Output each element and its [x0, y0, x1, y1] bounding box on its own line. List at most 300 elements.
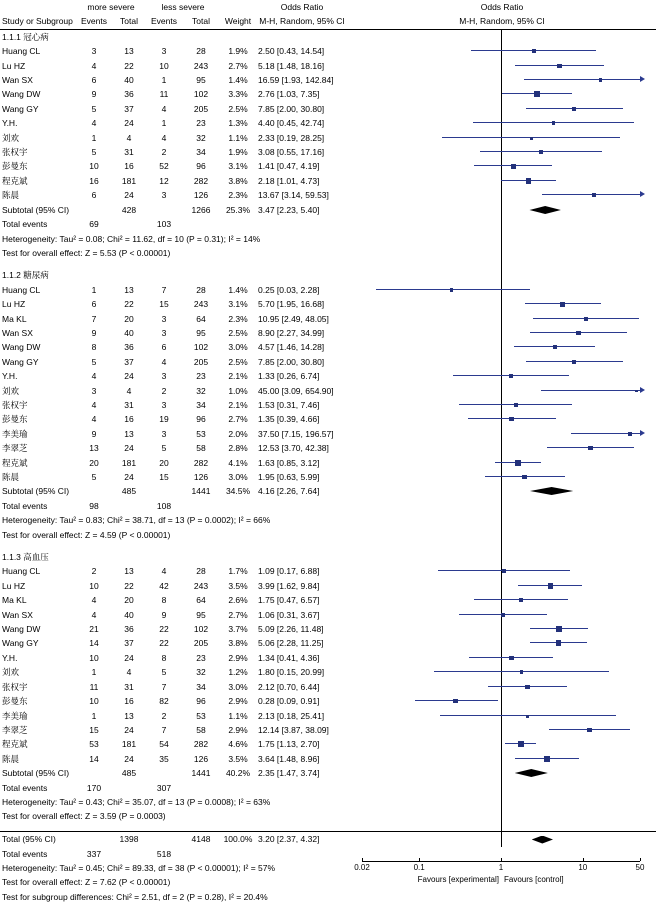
- events-less-severe: 5: [161, 667, 167, 678]
- odds-ratio-value: 1.63 [0.85, 3.12]: [258, 457, 320, 468]
- total-less-severe: 205: [193, 103, 209, 114]
- blank: [220, 847, 256, 861]
- odds-ratio-value: 5.06 [2.28, 11.25]: [258, 638, 324, 649]
- study-label: 彭曼东: [2, 696, 28, 707]
- plot-cell: [348, 398, 656, 412]
- table-row: [0, 752, 656, 766]
- total-more-severe: 16: [124, 161, 134, 172]
- study-label: Wang GY: [2, 356, 39, 367]
- table-row: [0, 456, 656, 470]
- weight-value: 3.3%: [228, 89, 248, 100]
- subgroup-heading: [0, 268, 656, 282]
- plot-cell: [348, 861, 656, 875]
- plot-cell: [348, 694, 656, 708]
- events-more-severe: 5: [91, 472, 97, 482]
- total-less-severe: 34: [196, 681, 206, 692]
- subtotal-label: Subtotal (95% CI): [2, 204, 70, 215]
- table-row: [0, 636, 656, 650]
- weight-value: 3.7%: [228, 624, 248, 635]
- total-more-severe: 181: [121, 175, 137, 186]
- overall-effect-row: [0, 809, 656, 823]
- heterogeneity-row-text: Heterogeneity: Tau² = 0.08; Chi² = 11.62, df = 10 (P = 0.31); I² = 14%: [2, 233, 261, 244]
- blank: [256, 499, 348, 513]
- study-label: 程克斌: [2, 739, 28, 750]
- total-more-severe: 13: [124, 46, 134, 57]
- events-more-severe: 6: [91, 75, 97, 86]
- table-row: [0, 44, 656, 58]
- weight-value: 4.1%: [228, 457, 248, 468]
- total-less-severe: 126: [193, 190, 209, 201]
- plot-cell: [348, 246, 656, 260]
- events-more-severe: 2: [91, 566, 97, 577]
- events-more-severe: 9: [91, 428, 97, 439]
- plot-cell: [348, 159, 656, 173]
- study-label: 李翠芝: [2, 724, 28, 735]
- study-label: Wan SX: [2, 327, 33, 338]
- study-label: 李美瑜: [2, 428, 28, 439]
- overall-effect-row-text: Test for overall effect: Z = 4.59 (P < 0.00001): [2, 529, 171, 540]
- weight-value: 2.3%: [228, 190, 248, 201]
- overall-effect-row-text: Test for overall effect: Z = 5.53 (P < 0.00001): [2, 247, 171, 258]
- events-less-severe: 3: [161, 313, 167, 324]
- weight-value: 3.0%: [228, 472, 248, 482]
- odds-ratio-value: 3.08 [0.55, 17.16]: [258, 147, 325, 158]
- heterogeneity-row-text: Heterogeneity: Tau² = 0.45; Chi² = 89.33, df = 38 (P < 0.00001); I² = 57%: [2, 863, 276, 874]
- total-less-severe: 64: [196, 313, 206, 324]
- events-less-severe: 2: [161, 710, 167, 721]
- plot-cell: [348, 752, 656, 766]
- total-less-severe: 282: [193, 739, 209, 750]
- total-events-less-severe: 103: [156, 219, 172, 230]
- plot-cell: [348, 87, 656, 101]
- plot-cell: [348, 890, 656, 904]
- total-more-severe: 31: [124, 399, 134, 410]
- odds-ratio-value: 1.06 [0.31, 3.67]: [258, 609, 320, 620]
- study-label: Ma KL: [2, 313, 27, 324]
- table-row: [0, 470, 656, 484]
- blank: [256, 217, 348, 231]
- study-label: 陈晨: [2, 753, 20, 764]
- events-less-severe: 12: [159, 175, 169, 186]
- events-less-severe: 9: [161, 609, 167, 620]
- total-more-severe: 20: [124, 313, 134, 324]
- plot-cell: [348, 832, 656, 847]
- subtotal-label: Subtotal (95% CI): [2, 486, 70, 497]
- total-events-row: [0, 217, 656, 231]
- odds-ratio-value: 1.95 [0.63, 5.99]: [258, 472, 320, 482]
- weight-value: 4.6%: [228, 739, 248, 750]
- events-less-severe: 4: [161, 566, 167, 577]
- weight-value: 1.4%: [228, 284, 248, 295]
- plot-cell: [348, 737, 656, 751]
- table-row: [0, 283, 656, 297]
- plot-cell: [348, 312, 656, 326]
- events-less-severe: 2: [161, 147, 167, 158]
- events-more-severe: 3: [91, 46, 97, 57]
- table-row: [0, 579, 656, 593]
- total-events-row: [0, 781, 656, 795]
- blank: [112, 847, 146, 861]
- total-less-severe: 95: [196, 75, 206, 86]
- plot-cell: [348, 217, 656, 231]
- weight-value: 2.7%: [228, 60, 248, 71]
- total-less-severe: 205: [193, 638, 209, 649]
- events-more-severe: 15: [89, 724, 99, 735]
- plot-cell: [348, 550, 656, 564]
- events-less-severe: 5: [161, 443, 167, 454]
- weight-value: 2.8%: [228, 443, 248, 454]
- subgroup-label: 1.1.1 冠心病: [2, 31, 49, 42]
- events-more-severe: 8: [91, 342, 97, 353]
- odds-ratio-value: 2.12 [0.70, 6.44]: [258, 681, 320, 692]
- subtotal-row: [0, 484, 656, 498]
- weight-value: 2.5%: [228, 356, 248, 367]
- study-label: Lu HZ: [2, 580, 26, 591]
- plot-cell: [348, 809, 656, 823]
- heterogeneity-row: [0, 861, 656, 875]
- study-label: Wang DW: [2, 89, 41, 100]
- odds-ratio-value: 2.18 [1.01, 4.73]: [258, 175, 320, 186]
- events-more-severe: 10: [89, 161, 99, 172]
- heterogeneity-row-text: Heterogeneity: Tau² = 0.43; Chi² = 35.07, df = 13 (P = 0.0008); I² = 63%: [2, 796, 271, 807]
- plot-cell: [348, 651, 656, 665]
- events-more-severe: 1: [91, 132, 97, 143]
- total-less-severe: 243: [193, 580, 209, 591]
- events-less-severe: 52: [159, 161, 169, 172]
- table-row: [0, 326, 656, 340]
- events-more-severe: 16: [89, 175, 99, 186]
- events-more-severe: 6: [91, 299, 97, 310]
- odds-ratio-value: 2.50 [0.43, 14.54]: [258, 46, 325, 57]
- overall-effect-row: [0, 246, 656, 260]
- study-label: 程克斌: [2, 175, 28, 186]
- odds-ratio-value: 12.14 [3.87, 38.09]: [258, 724, 329, 735]
- table-row: [0, 412, 656, 426]
- total-less-severe: 53: [196, 710, 206, 721]
- total-events-row: [0, 847, 656, 861]
- weight-value: 2.5%: [228, 327, 248, 338]
- total-more-severe: 37: [124, 103, 134, 114]
- weight-value: 1.1%: [228, 132, 248, 143]
- subgroup-differences-row: [0, 890, 656, 904]
- total-odds-ratio: 3.20 [2.37, 4.32]: [256, 832, 348, 847]
- weight-value: 3.8%: [228, 175, 248, 186]
- events-more-severe: 4: [91, 595, 97, 606]
- total-more-severe: 24: [124, 753, 134, 764]
- table-row: [0, 441, 656, 455]
- subtotal-events-blank-2: [146, 203, 182, 217]
- plot-cell: [348, 665, 656, 679]
- study-label: Wang DW: [2, 624, 41, 635]
- study-label: Huang CL: [2, 46, 41, 57]
- x-axis-tick-label: 10: [578, 863, 588, 872]
- study-label: 张权宇: [2, 147, 28, 158]
- table-row: [0, 398, 656, 412]
- events-less-severe: 35: [159, 753, 169, 764]
- total-events-label: Total events: [2, 500, 48, 511]
- plot-cell: [348, 232, 656, 246]
- total-more-severe: 4: [126, 385, 132, 396]
- odds-ratio-value: 45.00 [3.09, 654.90]: [258, 385, 334, 396]
- table-row: [0, 737, 656, 751]
- weight-value: 2.6%: [228, 595, 248, 606]
- x-axis-tick-label: 1: [498, 863, 504, 872]
- total-more-severe: 22: [124, 299, 134, 310]
- plot-cell: [348, 102, 656, 116]
- total-less-severe: 102: [193, 342, 209, 353]
- total-events-more-severe: 98: [89, 500, 99, 511]
- study-label: Wang GY: [2, 638, 39, 649]
- table-row: [0, 188, 656, 202]
- events-more-severe: 21: [89, 624, 99, 635]
- events-more-severe: 4: [91, 609, 97, 620]
- odds-ratio-value: 5.09 [2.26, 11.48]: [258, 624, 324, 635]
- plot-cell: [348, 116, 656, 130]
- plot-cell: [348, 174, 656, 188]
- header-total-1: Total: [112, 14, 146, 29]
- study-label: Wan SX: [2, 75, 33, 86]
- header-group-less-severe: less severe: [161, 2, 205, 12]
- events-more-severe: 11: [89, 681, 99, 692]
- odds-ratio-value: 1.33 [0.26, 6.74]: [258, 371, 320, 382]
- total-less-severe: 23: [196, 118, 206, 129]
- events-less-severe: 1: [161, 75, 167, 86]
- total-less-severe: 58: [196, 724, 206, 735]
- total-more-severe: 24: [124, 371, 134, 382]
- plot-cell: [348, 470, 656, 484]
- total-less-severe: 28: [196, 284, 206, 295]
- subgroup-heading: [0, 29, 656, 44]
- plot-cell: [348, 73, 656, 87]
- weight-value: 3.0%: [228, 681, 248, 692]
- subtotal-odds-ratio: 4.16 [2.26, 7.64]: [258, 486, 320, 497]
- blank: [256, 847, 348, 861]
- heterogeneity-row: [0, 795, 656, 809]
- weight-value: 1.3%: [228, 118, 248, 129]
- plot-cell: [348, 326, 656, 340]
- events-less-severe: 54: [159, 739, 169, 750]
- events-less-severe: 10: [159, 60, 169, 71]
- plot-cell: [348, 131, 656, 145]
- subtotal-events-blank-1: [76, 484, 112, 498]
- total-less-severe: 205: [193, 356, 209, 367]
- total-more-severe: 22: [124, 60, 134, 71]
- total-events-label: Total events: [2, 848, 48, 859]
- weight-value: 2.9%: [228, 724, 248, 735]
- events-more-severe: 4: [91, 399, 97, 410]
- events-more-severe: 1: [91, 667, 97, 678]
- total-less-severe: 96: [196, 161, 206, 172]
- subtotal-events-blank-1: [76, 766, 112, 780]
- x-axis-tick-label: 50: [635, 863, 645, 872]
- blank: [146, 832, 182, 847]
- total-more-severe: 24: [124, 652, 134, 663]
- header-total-2: Total: [182, 14, 220, 29]
- weight-value: 3.1%: [228, 161, 248, 172]
- weight-value: 3.8%: [228, 638, 248, 649]
- study-label: Wang DW: [2, 342, 41, 353]
- table-row: [0, 174, 656, 188]
- table-row: [0, 622, 656, 636]
- events-less-severe: 22: [159, 624, 169, 635]
- overall-effect-row-text: Test for overall effect: Z = 3.59 (P = 0.0003): [2, 811, 166, 822]
- events-more-severe: 7: [91, 313, 97, 324]
- total-events-less-severe: 518: [156, 848, 172, 859]
- total-less-severe: 34: [196, 147, 206, 158]
- table-row: [0, 680, 656, 694]
- weight-value: 1.2%: [228, 667, 248, 678]
- total-less-severe: 95: [196, 327, 206, 338]
- subtotal-odds-ratio: 3.47 [2.23, 5.40]: [258, 204, 320, 215]
- total-more-severe: 24: [124, 472, 134, 482]
- study-label: Wang GY: [2, 103, 39, 114]
- table-row: [0, 564, 656, 578]
- study-label: 陈晨: [2, 190, 20, 201]
- odds-ratio-value: 5.18 [1.48, 18.16]: [258, 60, 325, 71]
- total-more-severe: 181: [121, 739, 137, 750]
- plot-cell: [348, 203, 656, 217]
- weight-value: 3.5%: [228, 580, 248, 591]
- total-more-severe: 181: [121, 457, 137, 468]
- plot-cell: [348, 59, 656, 73]
- events-more-severe: 5: [91, 103, 97, 114]
- table-row: [0, 694, 656, 708]
- study-label: 李美瑜: [2, 710, 28, 721]
- weight-value: 1.9%: [228, 46, 248, 57]
- total-more-severe: 40: [124, 75, 134, 86]
- subgroup-differences-row-text: Test for subgroup differences: Chi² = 2.51, df = 2 (P = 0.28), I² = 20.4%: [2, 891, 268, 902]
- odds-ratio-value: 4.40 [0.45, 42.74]: [258, 118, 325, 129]
- header-group-more-severe: more severe: [87, 2, 135, 12]
- plot-cell: [348, 145, 656, 159]
- plot-cell: [348, 268, 656, 282]
- total-less-severe: 32: [196, 385, 206, 396]
- total-less-severe: 243: [193, 60, 209, 71]
- table-row: [0, 593, 656, 607]
- total-more-severe: 36: [124, 89, 134, 100]
- subtotal-label: Subtotal (95% CI): [2, 768, 70, 779]
- total-more-severe: 13: [124, 566, 134, 577]
- total-events-label: Total events: [2, 782, 48, 793]
- plot-cell: [348, 622, 656, 636]
- weight-value: 1.7%: [228, 566, 248, 577]
- events-more-severe: 5: [91, 147, 97, 158]
- study-label: 彭曼东: [2, 161, 28, 172]
- total-less-severe: 282: [193, 175, 209, 186]
- study-label: Huang CL: [2, 284, 41, 295]
- events-more-severe: 4: [91, 371, 97, 382]
- events-less-severe: 3: [161, 190, 167, 201]
- subtotal-weight: 25.3%: [225, 204, 251, 215]
- total-more-severe: 24: [124, 724, 134, 735]
- events-less-severe: 3: [161, 428, 167, 439]
- plot-cell: [348, 297, 656, 311]
- plot-cell: [348, 283, 656, 297]
- subtotal-total-less-severe: 1441: [191, 768, 211, 779]
- subtotal-total-less-severe: 1266: [191, 204, 211, 215]
- total-less-severe: 282: [193, 457, 209, 468]
- study-label: 刘欢: [2, 667, 20, 678]
- odds-ratio-value: 8.90 [2.27, 34.99]: [258, 327, 325, 338]
- odds-ratio-value: 1.75 [0.47, 6.57]: [258, 595, 320, 606]
- plot-cell: [348, 579, 656, 593]
- total-more-severe: 36: [124, 342, 134, 353]
- weight-value: 3.5%: [228, 753, 248, 764]
- heterogeneity-row: [0, 513, 656, 527]
- plot-cell: [348, 795, 656, 809]
- events-more-severe: 3: [91, 385, 97, 396]
- table-row: [0, 369, 656, 383]
- blank: [182, 217, 220, 231]
- table-row: [0, 116, 656, 130]
- events-more-severe: 4: [91, 414, 97, 425]
- total-more-severe: 13: [124, 284, 134, 295]
- table-row: [0, 651, 656, 665]
- subtotal-events-blank-2: [146, 484, 182, 498]
- table-header-groups: [0, 0, 656, 14]
- subgroup-label: 1.1.2 糖尿病: [2, 270, 49, 281]
- header-weight: Weight: [220, 14, 256, 29]
- total-less-severe: 58: [196, 443, 206, 454]
- total-more-severe: 36: [124, 624, 134, 635]
- odds-ratio-value: 12.53 [3.70, 42.38]: [258, 443, 329, 454]
- header-blank: [0, 0, 76, 14]
- table-row: [0, 159, 656, 173]
- spacer: [0, 824, 656, 832]
- overall-effect-row: [0, 528, 656, 542]
- header-events-1: Events: [76, 14, 112, 29]
- subgroup-heading: [0, 550, 656, 564]
- table-row: [0, 665, 656, 679]
- table-row: [0, 427, 656, 441]
- study-label: Ma KL: [2, 595, 27, 606]
- events-more-severe: 20: [89, 457, 99, 468]
- total-events-row: [0, 499, 656, 513]
- total-weight: 100.0%: [220, 832, 256, 847]
- events-less-severe: 82: [159, 696, 169, 707]
- events-more-severe: 9: [91, 327, 97, 338]
- plot-cell: [348, 340, 656, 354]
- events-less-severe: 42: [159, 580, 169, 591]
- odds-ratio-value: 7.85 [2.00, 30.80]: [258, 103, 325, 114]
- total-more-severe: 40: [124, 609, 134, 620]
- blank: [220, 217, 256, 231]
- events-less-severe: 2: [161, 385, 167, 396]
- subtotal-weight: 40.2%: [225, 768, 251, 779]
- odds-ratio-value: 7.85 [2.00, 30.80]: [258, 356, 325, 367]
- header-study-or-subgroup: Study or Subgroup: [0, 14, 76, 29]
- total-more-severe: 24: [124, 118, 134, 129]
- total-less-severe: 102: [193, 624, 209, 635]
- spacer-row: [0, 260, 656, 268]
- total-more-severe: 13: [124, 710, 134, 721]
- weight-value: 2.9%: [228, 696, 248, 707]
- total-more-severe: 31: [124, 147, 134, 158]
- odds-ratio-value: 1.34 [0.41, 4.36]: [258, 652, 320, 663]
- spacer-row: [0, 542, 656, 550]
- x-axis-tick-label: 0.1: [413, 863, 425, 872]
- events-less-severe: 4: [161, 356, 167, 367]
- total-less-severe: 102: [193, 89, 209, 100]
- weight-value: 2.1%: [228, 399, 248, 410]
- total-less-severe: 64: [196, 595, 206, 606]
- total-events-more-severe: 69: [89, 219, 99, 230]
- total-more-severe: 22: [124, 580, 134, 591]
- favours-experimental-label: Favours [experimental]: [417, 875, 499, 884]
- events-less-severe: 11: [159, 89, 169, 100]
- spacer: [0, 542, 656, 550]
- total-more-severe: 37: [124, 356, 134, 367]
